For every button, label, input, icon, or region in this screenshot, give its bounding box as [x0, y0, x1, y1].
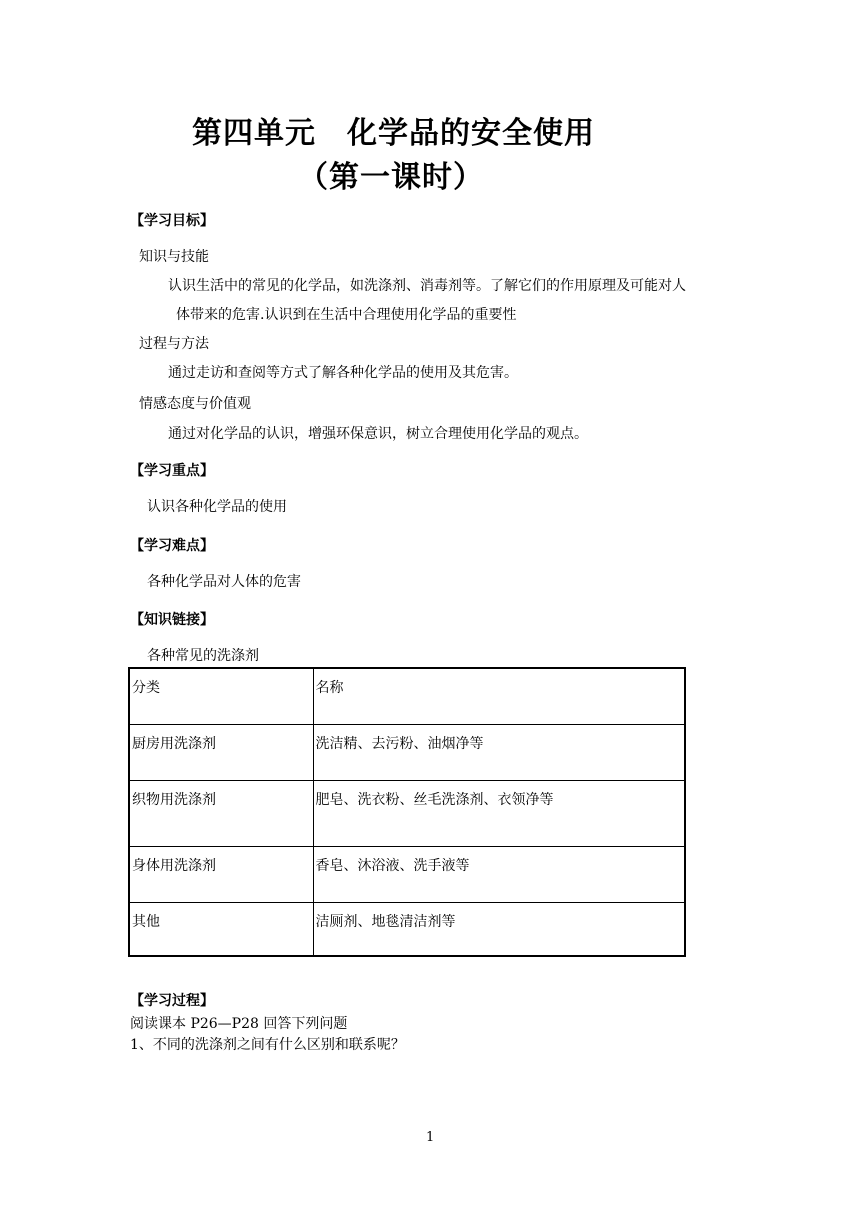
knowledge-skills-text-line2: 体带来的危害.认识到在生活中合理使用化学品的重要性 — [176, 307, 517, 323]
knowledge-link-heading: 【知识链接】 — [130, 612, 214, 628]
difficulties-text: 各种化学品对人体的危害 — [147, 574, 301, 590]
key-points-heading: 【学习重点】 — [130, 463, 214, 479]
detergent-table-caption: 各种常见的洗涤剂 — [147, 648, 259, 664]
table-row — [129, 846, 685, 902]
difficulties-heading: 【学习难点】 — [130, 538, 214, 554]
table-cell: 其他 — [129, 902, 313, 956]
reading-instruction: 阅读课本 P26—P28 回答下列问题 — [130, 1016, 348, 1032]
table-cell: 洁厕剂、地毯清洁剂等 — [313, 902, 685, 956]
emotion-values-label: 情感态度与价值观 — [139, 396, 251, 412]
table-cell: 厨房用洗涤剂 — [129, 724, 313, 780]
page-number: 1 — [426, 1130, 435, 1145]
table-row — [129, 780, 685, 846]
knowledge-skills-text-line1: 认识生活中的常见的化学品，如洗涤剂、消毒剂等。了解它们的作用原理及可能对人 — [168, 278, 686, 294]
table-cell: 洗洁精、去污粉、油烟净等 — [313, 724, 685, 780]
emotion-values-text: 通过对化学品的认识，增强环保意识，树立合理使用化学品的观点。 — [168, 426, 588, 442]
table-cell: 织物用洗涤剂 — [129, 780, 313, 846]
document-title: 第四单元 化学品的安全使用 — [192, 116, 595, 151]
knowledge-skills-label: 知识与技能 — [139, 249, 209, 265]
detergent-table — [128, 667, 686, 957]
table-cell: 身体用洗涤剂 — [129, 846, 313, 902]
document-subtitle: （第一课时） — [298, 160, 484, 195]
objectives-heading: 【学习目标】 — [130, 213, 214, 229]
table-header-cell: 分类 — [129, 668, 313, 724]
table-header-row — [129, 668, 685, 724]
process-methods-label: 过程与方法 — [139, 336, 209, 352]
process-methods-text: 通过走访和查阅等方式了解各种化学品的使用及其危害。 — [168, 365, 518, 381]
key-points-text: 认识各种化学品的使用 — [147, 499, 287, 515]
table-header-cell: 名称 — [313, 668, 685, 724]
table-row — [129, 902, 685, 956]
table-row — [129, 724, 685, 780]
table-cell: 肥皂、洗衣粉、丝毛洗涤剂、衣领净等 — [313, 780, 685, 846]
learning-process-heading: 【学习过程】 — [130, 993, 214, 1009]
table-cell: 香皂、沐浴液、洗手液等 — [313, 846, 685, 902]
question-1: 1、不同的洗涤剂之间有什么区别和联系呢？ — [130, 1037, 405, 1053]
